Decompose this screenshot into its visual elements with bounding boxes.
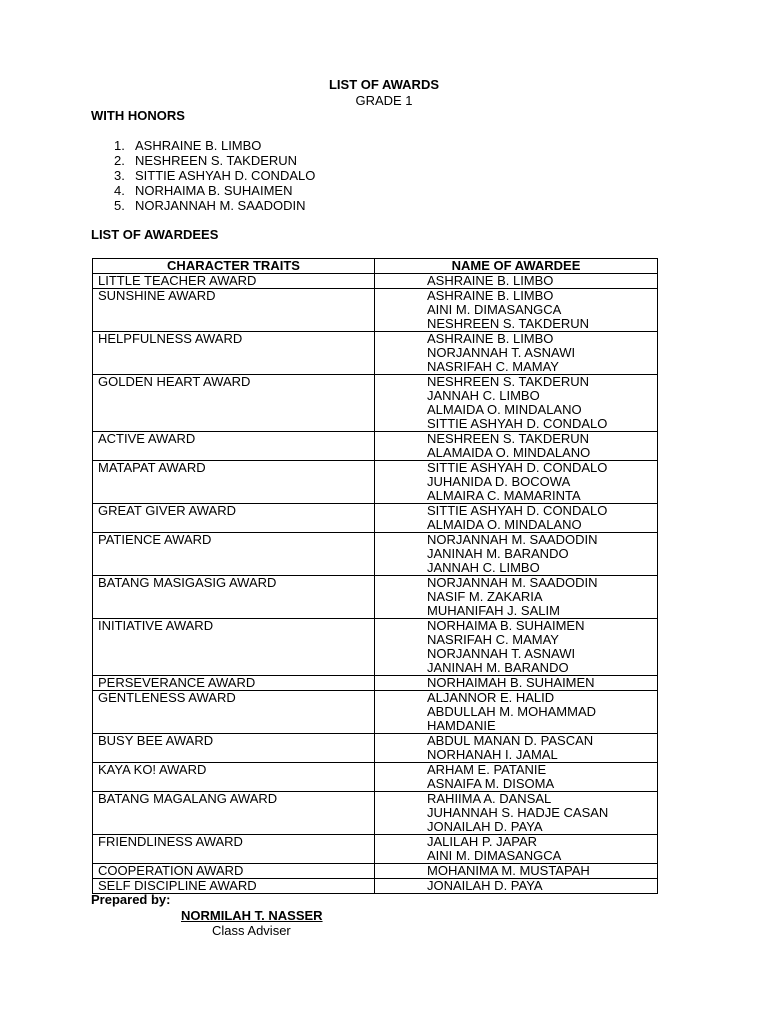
- awardee-name: NORHANAH I. JAMAL: [427, 747, 558, 762]
- awardee-name: ALMAIDA O. MINDALANO: [427, 402, 582, 417]
- awardee-name: NORJANNAH T. ASNAWI: [427, 646, 576, 661]
- document-subtitle: GRADE 1: [355, 93, 413, 108]
- prepared-by-label: Prepared by:: [91, 892, 171, 907]
- awardee-name: SITTIE ASHYAH D. CONDALO: [427, 460, 608, 475]
- awardee-name: ABDULLAH M. MOHAMMAD: [427, 704, 597, 719]
- honor-number: 2.: [114, 153, 125, 168]
- award-name-cell: BUSY BEE AWARD: [93, 734, 375, 763]
- honors-heading: WITH HONORS: [91, 108, 185, 123]
- awardee-name: JANNAH C. LIMBO: [427, 388, 540, 403]
- award-name-cell: BATANG MASIGASIG AWARD: [93, 576, 375, 619]
- award-name-cell: GREAT GIVER AWARD: [93, 504, 375, 533]
- document-title: LIST OF AWARDS: [328, 77, 440, 92]
- awardee-name: NORJANNAH M. SAADODIN: [427, 532, 598, 547]
- table-row: [93, 864, 658, 879]
- awardee-names-cell: [375, 533, 658, 576]
- honor-name: NESHREEN S. TAKDERUN: [135, 153, 298, 168]
- awardee-name: NASRIFAH C. MAMAY: [427, 632, 559, 647]
- awards-table-body: [93, 274, 658, 894]
- column-header-name-of-awardee: NAME OF AWARDEE: [375, 259, 658, 274]
- award-name-cell: HELPFULNESS AWARD: [93, 332, 375, 375]
- table-row: [93, 676, 658, 691]
- honor-list-item: [114, 168, 315, 183]
- table-row: [93, 792, 658, 835]
- awardee-name: NASRIFAH C. MAMAY: [427, 359, 559, 374]
- awardee-name: MOHANIMA M. MUSTAPAH: [427, 863, 590, 878]
- table-row: [93, 289, 658, 332]
- honor-list-item: [114, 138, 315, 153]
- award-name-cell: SELF DISCIPLINE AWARD: [93, 879, 375, 894]
- award-name-cell: GENTLENESS AWARD: [93, 691, 375, 734]
- awardee-name: RAHIIMA A. DANSAL: [427, 791, 552, 806]
- awardee-name: JANINAH M. BARANDO: [427, 546, 569, 561]
- awardee-names-cell: [375, 461, 658, 504]
- honors-list: [114, 138, 315, 213]
- award-name-cell: SUNSHINE AWARD: [93, 289, 375, 332]
- awardee-name: JANINAH M. BARANDO: [427, 660, 569, 675]
- awardee-name: MUHANIFAH J. SALIM: [427, 603, 560, 618]
- awardee-names-cell: [375, 375, 658, 432]
- honor-name: NORJANNAH M. SAADODIN: [135, 198, 306, 213]
- table-row: [93, 375, 658, 432]
- table-row: [93, 504, 658, 533]
- table-row: [93, 879, 658, 894]
- table-header-row: [93, 259, 658, 274]
- awardee-name: ALMAIDA O. MINDALANO: [427, 517, 582, 532]
- awardee-name: ASNAIFA M. DISOMA: [427, 776, 555, 791]
- awardee-names-cell: [375, 879, 658, 894]
- awardee-name: SITTIE ASHYAH D. CONDALO: [427, 503, 608, 518]
- awardee-name: HAMDANIE: [427, 718, 496, 733]
- awardee-name: JALILAH P. JAPAR: [427, 834, 538, 849]
- awardee-names-cell: [375, 289, 658, 332]
- awardee-name: ASHRAINE B. LIMBO: [427, 331, 554, 346]
- awardee-name: ALJANNOR E. HALID: [427, 690, 555, 705]
- awardee-name: NESHREEN S. TAKDERUN: [427, 431, 590, 446]
- honor-name: ASHRAINE B. LIMBO: [135, 138, 262, 153]
- honor-list-item: [114, 183, 315, 198]
- awardee-name: SITTIE ASHYAH D. CONDALO: [427, 416, 608, 431]
- table-row: [93, 835, 658, 864]
- column-header-character-traits: CHARACTER TRAITS: [93, 259, 375, 274]
- honor-name: NORHAIMA B. SUHAIMEN: [135, 183, 293, 198]
- awardee-name: NORJANNAH M. SAADODIN: [427, 575, 598, 590]
- adviser-name: NORMILAH T. NASSER: [181, 908, 323, 923]
- honor-number: 1.: [114, 138, 125, 153]
- table-row: [93, 533, 658, 576]
- awardee-name: ABDUL MANAN D. PASCAN: [427, 733, 594, 748]
- awardee-names-cell: [375, 504, 658, 533]
- award-name-cell: INITIATIVE AWARD: [93, 619, 375, 676]
- awardee-name: ARHAM E. PATANIE: [427, 762, 547, 777]
- awardee-name: ASHRAINE B. LIMBO: [427, 288, 554, 303]
- table-row: [93, 332, 658, 375]
- awardee-names-cell: [375, 835, 658, 864]
- awardee-names-cell: [375, 432, 658, 461]
- award-name-cell: ACTIVE AWARD: [93, 432, 375, 461]
- awardee-names-cell: [375, 619, 658, 676]
- awardee-name: JONAILAH D. PAYA: [427, 819, 543, 834]
- table-row: [93, 619, 658, 676]
- awardee-name: NORHAIMAH B. SUHAIMEN: [427, 675, 595, 690]
- awardee-name: JONAILAH D. PAYA: [427, 878, 543, 893]
- award-name-cell: GOLDEN HEART AWARD: [93, 375, 375, 432]
- awardee-names-cell: [375, 734, 658, 763]
- awardee-names-cell: [375, 691, 658, 734]
- honor-number: 5.: [114, 198, 125, 213]
- table-row: [93, 691, 658, 734]
- awards-table: [92, 258, 658, 894]
- award-name-cell: MATAPAT AWARD: [93, 461, 375, 504]
- honor-name: SITTIE ASHYAH D. CONDALO: [135, 168, 316, 183]
- honor-list-item: [114, 153, 315, 168]
- honor-list-item: [114, 198, 315, 213]
- awardee-name: NESHREEN S. TAKDERUN: [427, 374, 590, 389]
- award-name-cell: LITTLE TEACHER AWARD: [93, 274, 375, 289]
- awardee-name: JUHANIDA D. BOCOWA: [427, 474, 571, 489]
- awardee-names-cell: [375, 763, 658, 792]
- awardee-names-cell: [375, 676, 658, 691]
- table-row: [93, 763, 658, 792]
- table-row: [93, 734, 658, 763]
- adviser-role: Class Adviser: [212, 923, 291, 938]
- awardee-name: ASHRAINE B. LIMBO: [427, 273, 554, 288]
- award-name-cell: PERSEVERANCE AWARD: [93, 676, 375, 691]
- table-row: [93, 432, 658, 461]
- awardee-names-cell: [375, 576, 658, 619]
- awardee-name: JANNAH C. LIMBO: [427, 560, 540, 575]
- awardee-name: NESHREEN S. TAKDERUN: [427, 316, 590, 331]
- honor-number: 4.: [114, 183, 125, 198]
- award-name-cell: PATIENCE AWARD: [93, 533, 375, 576]
- awardee-names-cell: [375, 274, 658, 289]
- awardee-names-cell: [375, 864, 658, 879]
- awardee-name: NORHAIMA B. SUHAIMEN: [427, 618, 585, 633]
- awardee-name: JUHANNAH S. HADJE CASAN: [427, 805, 609, 820]
- honor-number: 3.: [114, 168, 125, 183]
- awardee-name: ALMAIRA C. MAMARINTA: [427, 488, 581, 503]
- award-name-cell: KAYA KO! AWARD: [93, 763, 375, 792]
- awardee-names-cell: [375, 332, 658, 375]
- table-row: [93, 274, 658, 289]
- award-name-cell: BATANG MAGALANG AWARD: [93, 792, 375, 835]
- awardee-name: NASIF M. ZAKARIA: [427, 589, 543, 604]
- awardee-name: NORJANNAH T. ASNAWI: [427, 345, 576, 360]
- table-row: [93, 461, 658, 504]
- awardee-name: AINI M. DIMASANGCA: [427, 848, 562, 863]
- awardee-name: AINI M. DIMASANGCA: [427, 302, 562, 317]
- awardees-heading: LIST OF AWARDEES: [91, 227, 219, 242]
- table-row: [93, 576, 658, 619]
- awardee-names-cell: [375, 792, 658, 835]
- awardee-name: ALAMAIDA O. MINDALANO: [427, 445, 591, 460]
- award-name-cell: COOPERATION AWARD: [93, 864, 375, 879]
- award-name-cell: FRIENDLINESS AWARD: [93, 835, 375, 864]
